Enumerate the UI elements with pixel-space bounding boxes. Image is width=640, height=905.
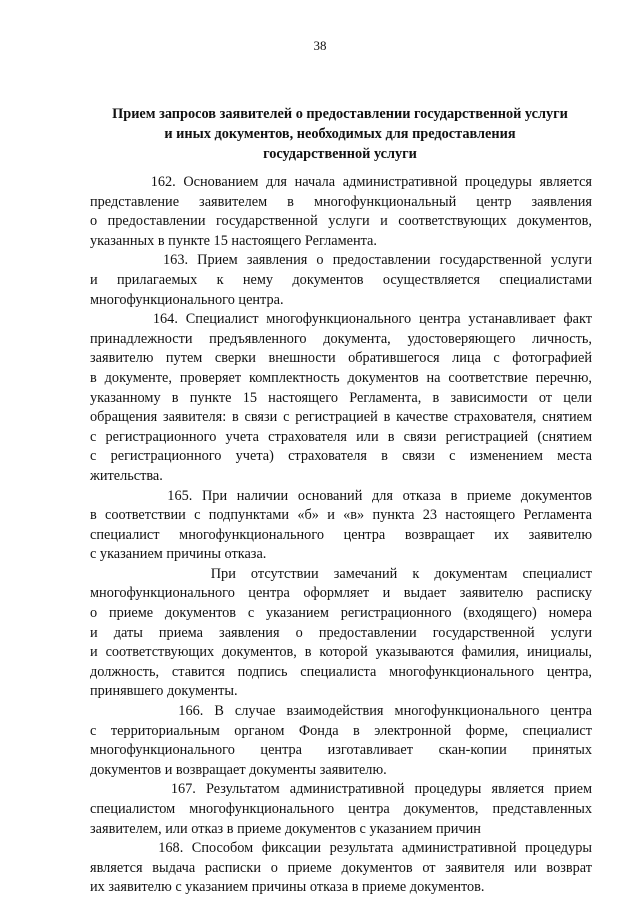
paragraph-line: 163. Прием заявления о предоставлении государственной услуги [90, 252, 592, 269]
paragraph-line: и соответствующих документов, в которой указываются фамилия, инициалы, [90, 644, 592, 661]
paragraph [90, 780, 592, 839]
paragraph-line: принадлежности предъявленного документа, удостоверяющего личность, [90, 330, 592, 347]
section-title [90, 104, 590, 164]
title-line: и иных документов, необходимых для предоставления [164, 126, 516, 142]
paragraph-line: жительства. [90, 467, 163, 484]
paragraph-line: многофункционального центра. [90, 291, 284, 308]
paragraph-line: специалистом многофункционального центра документов, представленных [90, 801, 592, 817]
paragraph-line: является выдача расписки о приеме документов от заявителя или возврат [90, 859, 592, 876]
paragraph-line: 167. Результатом административной процедуры является прием [90, 781, 592, 798]
paragraph-line: с регистрационного учета страхователя или в связи регистрацией (снятием [90, 428, 592, 445]
paragraph-line: их заявителю с указанием причины отказа в приеме документов. [90, 879, 485, 896]
paragraph [90, 251, 592, 310]
paragraph-line: обращения заявителя: в связи с регистрацией в качестве страхователя, снятием [90, 409, 592, 426]
paragraph-line: указанных в пункте 15 настоящего Регламента. [90, 232, 377, 249]
paragraph-line: с регистрационного учета) страхователя в связи с изменением места [90, 448, 592, 465]
paragraph [90, 487, 592, 565]
paragraph [90, 173, 592, 251]
paragraph-line: специалист многофункционального центра возвращает их заявителю [90, 526, 592, 543]
paragraph-line: с указанием причины отказа. [90, 546, 267, 563]
paragraph-line: многофункционального центра изготавливает скан-копии принятых [90, 742, 592, 759]
paragraph-line: с территориальным органом Фонда в электронной форме, специалист [90, 722, 592, 739]
paragraph-line: в соответствии с подпунктами «б» и «в» пункта 23 настоящего Регламента [90, 507, 592, 524]
paragraph-line: 165. При наличии оснований для отказа в приеме документов [90, 487, 592, 504]
paragraph-line: заявителем, или отказ в приеме документов с указанием причин [90, 820, 481, 837]
paragraph [90, 702, 592, 780]
paragraph-line: 168. Способом фиксации результата административной процедуры [90, 840, 592, 857]
paragraph-line: 166. В случае взаимодействия многофункционального центра [90, 703, 592, 720]
paragraph-line: указанному в пункте 15 настоящего Регламента, в зависимости от цели [90, 389, 592, 406]
paragraph-line: в документе, проверяет комплектность документов на соответствие перечню, [90, 369, 592, 386]
paragraph-line: многофункционального центра оформляет и выдает заявителю расписку [90, 585, 592, 602]
paragraph-line: должность, ставится подпись специалиста многофункционального центра, [90, 663, 592, 680]
paragraph [90, 565, 592, 702]
paragraph-line: о приеме документов с указанием регистрационного (входящего) номера [90, 605, 592, 622]
title-line: Прием запросов заявителей о предоставлении государственной услуги [112, 106, 568, 122]
paragraph-line: документов и возвращает документы заявителю. [90, 761, 387, 778]
paragraph-line: заявителю путем сверки внешности обратившегося лица с фотографией [90, 350, 592, 367]
paragraph-line: представление заявителем в многофункциональный центр заявления [90, 193, 592, 210]
document-body [90, 173, 592, 898]
paragraph-line: 162. Основанием для начала административной процедуры является [90, 174, 592, 190]
paragraph-line: принявшего документы. [90, 683, 238, 700]
page-number: 38 [313, 38, 327, 53]
paragraph-line: 164. Специалист многофункционального центра устанавливает факт [90, 311, 592, 328]
paragraph [90, 839, 592, 898]
paragraph-line: и даты приема заявления о предоставлении государственной услуги [90, 624, 592, 641]
paragraph [90, 310, 592, 486]
paragraph-line: о предоставлении государственной услуги и соответствующих документов, [90, 213, 592, 230]
title-line: государственной услуги [263, 146, 417, 162]
paragraph-line: и прилагаемых к нему документов осуществляется специалистами [90, 271, 592, 288]
paragraph-line: При отсутствии замечаний к документам специалист [90, 565, 592, 582]
